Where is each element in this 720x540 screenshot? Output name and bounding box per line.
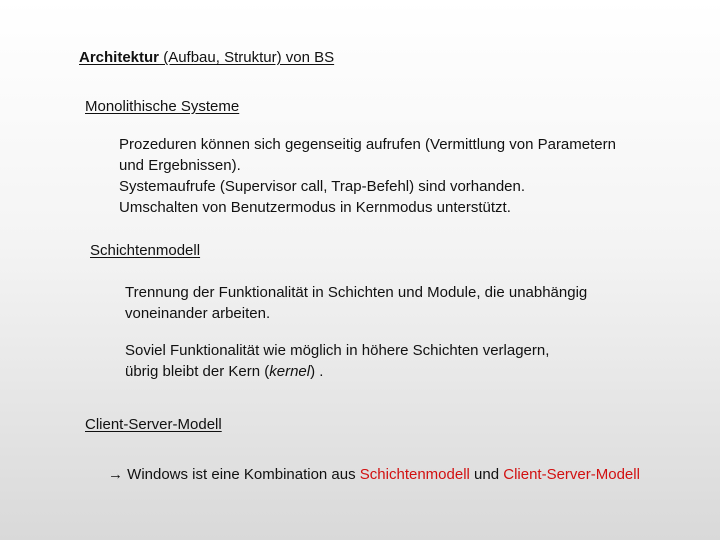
summary-note bbox=[108, 464, 640, 485]
paragraph-line bbox=[125, 361, 549, 382]
paragraph-line: Soviel Funktionalität wie möglich in höhere Schichten verlagern, bbox=[125, 342, 550, 359]
highlight-client-server: Client-Server-Modell bbox=[503, 466, 640, 483]
paragraph-line: und Ergebnissen). bbox=[119, 157, 241, 174]
section-heading-monolithic: Monolithische Systeme bbox=[85, 98, 240, 115]
section-heading-layer-model: Schichtenmodell bbox=[90, 242, 201, 259]
paragraph-line: voneinander arbeiten. bbox=[125, 305, 271, 322]
note-connector: und bbox=[469, 466, 504, 483]
section-heading-client-server: Client-Server-Modell bbox=[85, 416, 222, 433]
note-text: Windows ist eine Kombination aus bbox=[123, 466, 360, 483]
title-rest-part: (Aufbau, Struktur) von BS bbox=[159, 49, 335, 66]
paragraph-line: Prozeduren können sich gegenseitig aufrufen (Vermittlung von Parametern bbox=[119, 136, 616, 153]
paragraph-line: Systemaufrufe (Supervisor call, Trap-Befehl) sind vorhanden. bbox=[119, 178, 526, 195]
paragraph-syscalls bbox=[119, 176, 525, 218]
paragraph-functionality bbox=[125, 340, 549, 382]
arrow-icon: → bbox=[108, 466, 123, 483]
title-bold-part: Architektur bbox=[79, 49, 160, 66]
line-end: ) . bbox=[310, 363, 324, 380]
paragraph-procedures bbox=[119, 134, 616, 176]
kernel-term: kernel bbox=[269, 363, 311, 380]
slide-title bbox=[79, 47, 334, 68]
highlight-layer-model: Schichtenmodell bbox=[359, 466, 470, 483]
paragraph-line: Umschalten von Benutzermodus in Kernmodus unterstützt. bbox=[119, 199, 511, 216]
line-text: übrig bleibt der Kern ( bbox=[125, 363, 270, 380]
paragraph-line: Trennung der Funktionalität in Schichten und Module, die unabhängig bbox=[125, 284, 588, 301]
paragraph-separation bbox=[125, 282, 587, 324]
